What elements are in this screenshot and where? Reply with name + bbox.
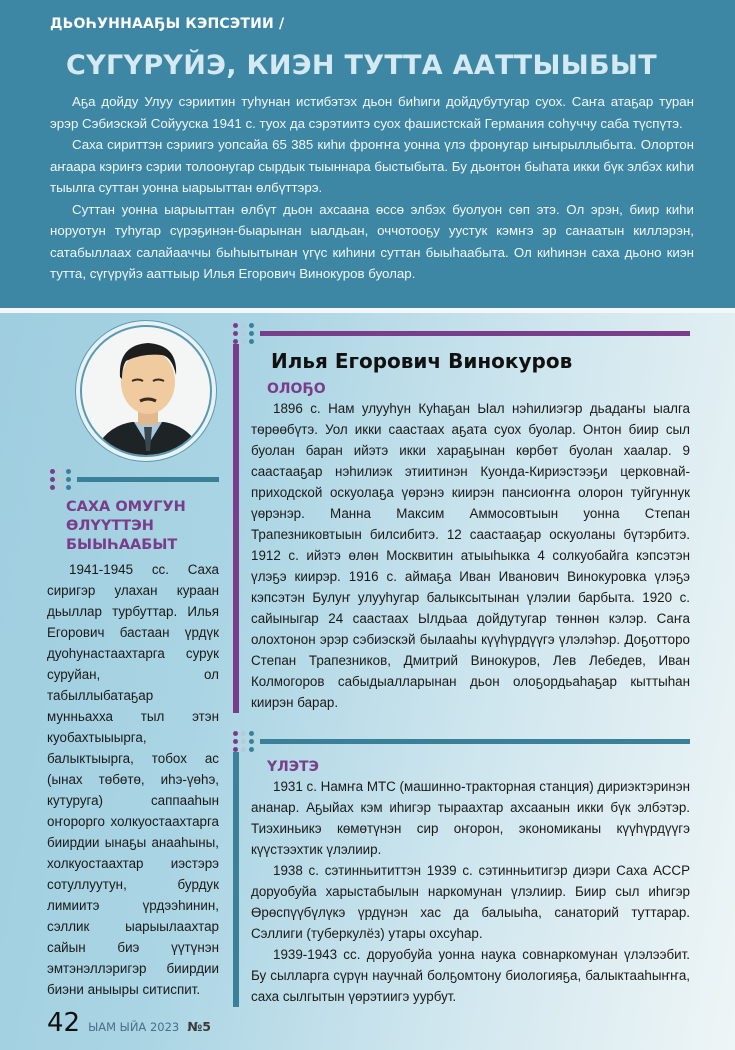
section-bar: [233, 752, 239, 1007]
section-bar: [233, 344, 239, 713]
issue-number: №5: [187, 1019, 211, 1034]
paragraph: 1938 с. сэтинньититтэн 1939 с. сэтинньитигэр диэри Саха АССР доруобуйа харыстабылын наркомунан үлэлиир. Биир сыл иһигэр Өрөспүүбүлүкэ үрдүнэн хас да балыыһа, санаторий туттарар. Сэллиги (туберкулёз) утары охсуһар.: [251, 863, 690, 941]
section-heading-life: ОЛОҔО: [267, 381, 326, 397]
paragraph: 1931 с. Намҥа МТС (машинно-тракторная станция) дириэктэринэн ананар. Аҕыйах кэм иһигэр тыраахтар ахсаанын икки бүк элбэтэр. Тиэхиньикэ көмөтүнэн сир оҥорон, экономиканы күүһүрдүүгэ күүстээхтик үлэлиир.: [251, 779, 690, 857]
section-heading-work: ҮЛЭТЭ: [267, 759, 319, 775]
section-rule: [260, 331, 690, 336]
section-kicker: ДЬОҺУННААҔЫ КЭПСЭТИИ /: [50, 16, 285, 32]
intro-paragraph: Аҕа дойду Улуу сэриитин туһунан истибэтэх дьон биһиги дойдубутугар суох. Саҥа атаҕар туран эрэр Сэбиэскэй Сойууска 1941 с. туох да сэрэтиитэ суох фашистскай Германия соһуччу саба түспүтэ.: [50, 94, 694, 131]
decorative-dots-icon: [50, 469, 71, 490]
work-rule-row: [233, 731, 690, 752]
section-work-text: [251, 776, 690, 1007]
sidebar: [47, 323, 219, 1038]
intro-band: [0, 0, 735, 308]
sidebar-rule: [77, 477, 219, 482]
person-name-heading: Илья Егорович Винокуров: [271, 349, 573, 373]
paragraph: 1896 с. Нам улууһун Куһаҕан Ыал нэһилиэгэр дьадаҥы ыалга төрөөбүтэ. Уол икки саастаах аҕата суох буолар. Онтон биир сыл буолан баран ийэтэ икки хараҕынан көрбөт буолан хаалар. 9 саастааҕар нэһилиэк этиитинэн Куонда-Кириэстээҕи церковнай-приходской оскуолаҕа үөрэнэ киирэн пансиоҥҥа олорон туйгуннук үөрэнэр. Манна Максим Аммосовтыын уонна Степан Трапезниковтыын билсибитэ. 12 саастааҕар оскуоланы бүтэрбитэ. 1912 с. ийэтэ өлөн Москвитин атыыһыкка 4 солкуобайга кэпсэтэн үлэҕэ киирэр. 1916 с. аймаҕа Иван Иванович Винокуровка үлэҕэ кэпсэтэн Булуҥ улууһугар балыксытынан үлэлии барбыта. 1920 с. сайыныгар 24 саастаах Ылдьаа дойдутугар төннөн кэлэр. Саҥа олохтонон эрэр сэбиэскэй былааһы күүһүрдүүгэ үлэлэһэр. Доҕотторо Степан Трапезников, Дмитрий Винокуров, Лев Лебедев, Иван Колмогоров сабыдыалларынан дьон олоҕордьаһаҕар кыттыһан киирэн барар.: [251, 401, 690, 710]
page-title: СҮГҮРҮЙЭ, КИЭН ТУТТА ААТТЫЫБЫТ: [66, 50, 657, 81]
section-rule: [260, 739, 690, 744]
portrait-image: [80, 325, 212, 457]
decorative-dots-icon: [233, 323, 254, 344]
section-life-text: [251, 398, 690, 713]
page-number: 42: [47, 1008, 81, 1038]
intro-paragraph: Саха сириттэн сэриигэ уопсайа 65 385 киһи фроҥҥа уонна үлэ фронугар ыҥырыллыбыта. Олортон аҥаара кэриҥэ сэрии толоонугар сырдык тыыннара быстыбыта. Бу дьонтон быһата икки бүк элбэх киһи тыылга суттан уонна ыарыыттан өлбүттэрэ.: [50, 137, 694, 195]
decorative-dots-icon: [233, 731, 254, 752]
page-footer: [47, 1000, 219, 1038]
intro-paragraph: Суттан уонна ыарыыттан өлбүт дьон ахсаана өссө элбэх буолуон сөп этэ. Ол эрэн, биир киһи норуотун туһугар сүрэҕинэн-быарынан ыалдьан, оччотооҕу уустук кэмҥэ эр санаатын киллэрэн, сатабыллаах салайааччы быһыытынан үгүс киһини суттан быыһаабыта. Ол киһинэн саха дьоно киэн тутта, сүгүрүйэ ааттыыр Илья Егорович Винокуров буолар.: [50, 201, 694, 281]
section-work: [233, 752, 690, 1007]
life-rule-row: [233, 323, 690, 344]
sidebar-heading: САХА ОМУГУН ӨЛҮҮТТЭН БЫЫҺААБЫТ: [66, 499, 186, 553]
section-life: [233, 344, 690, 713]
portrait-illustration: [82, 327, 212, 457]
intro-text: [50, 91, 694, 285]
article-area: [0, 313, 735, 1050]
article: [233, 323, 690, 1038]
sidebar-text: [47, 559, 219, 1000]
paragraph: 1939-1943 сс. доруобуйа уонна наука совнаркомунан үлэлээбит. Бу сылларга сүрүн научнай болҕомтону биологияҕа, балыктааһыҥҥа, саха сылгытын үөрэтиигэ уурбут.: [251, 947, 690, 1004]
magazine-issue-date: ЫАМ ЫЙА 2023: [88, 1020, 180, 1034]
paragraph: 1941-1945 сс. Саха сиригэр улахан кураан дьыллар турбуттар. Илья Егорович бастаан үрдүк дуоһунастаахтарга сурук суруйан, ол табыллыбатаҕар мунньахха тыл этэн куобахтыыырга, балыктыырга, тобох ас (ынах төбөтө, иһэ-үөһэ, кутуруга) саппааһын оҥорорго холкуостаахтарга биирдии ынаҕы анааһыны, холкуостаахтар иэстэрэ сотуллуутун, бурдук лимиитэ үрдээһинин, сэллик ыарыылаахтар сайын биэ үүтүнэн эмтэнэллэригэр биирдии биэни аныыры ситиспит.: [47, 562, 219, 997]
sidebar-rule-row: [50, 469, 219, 490]
